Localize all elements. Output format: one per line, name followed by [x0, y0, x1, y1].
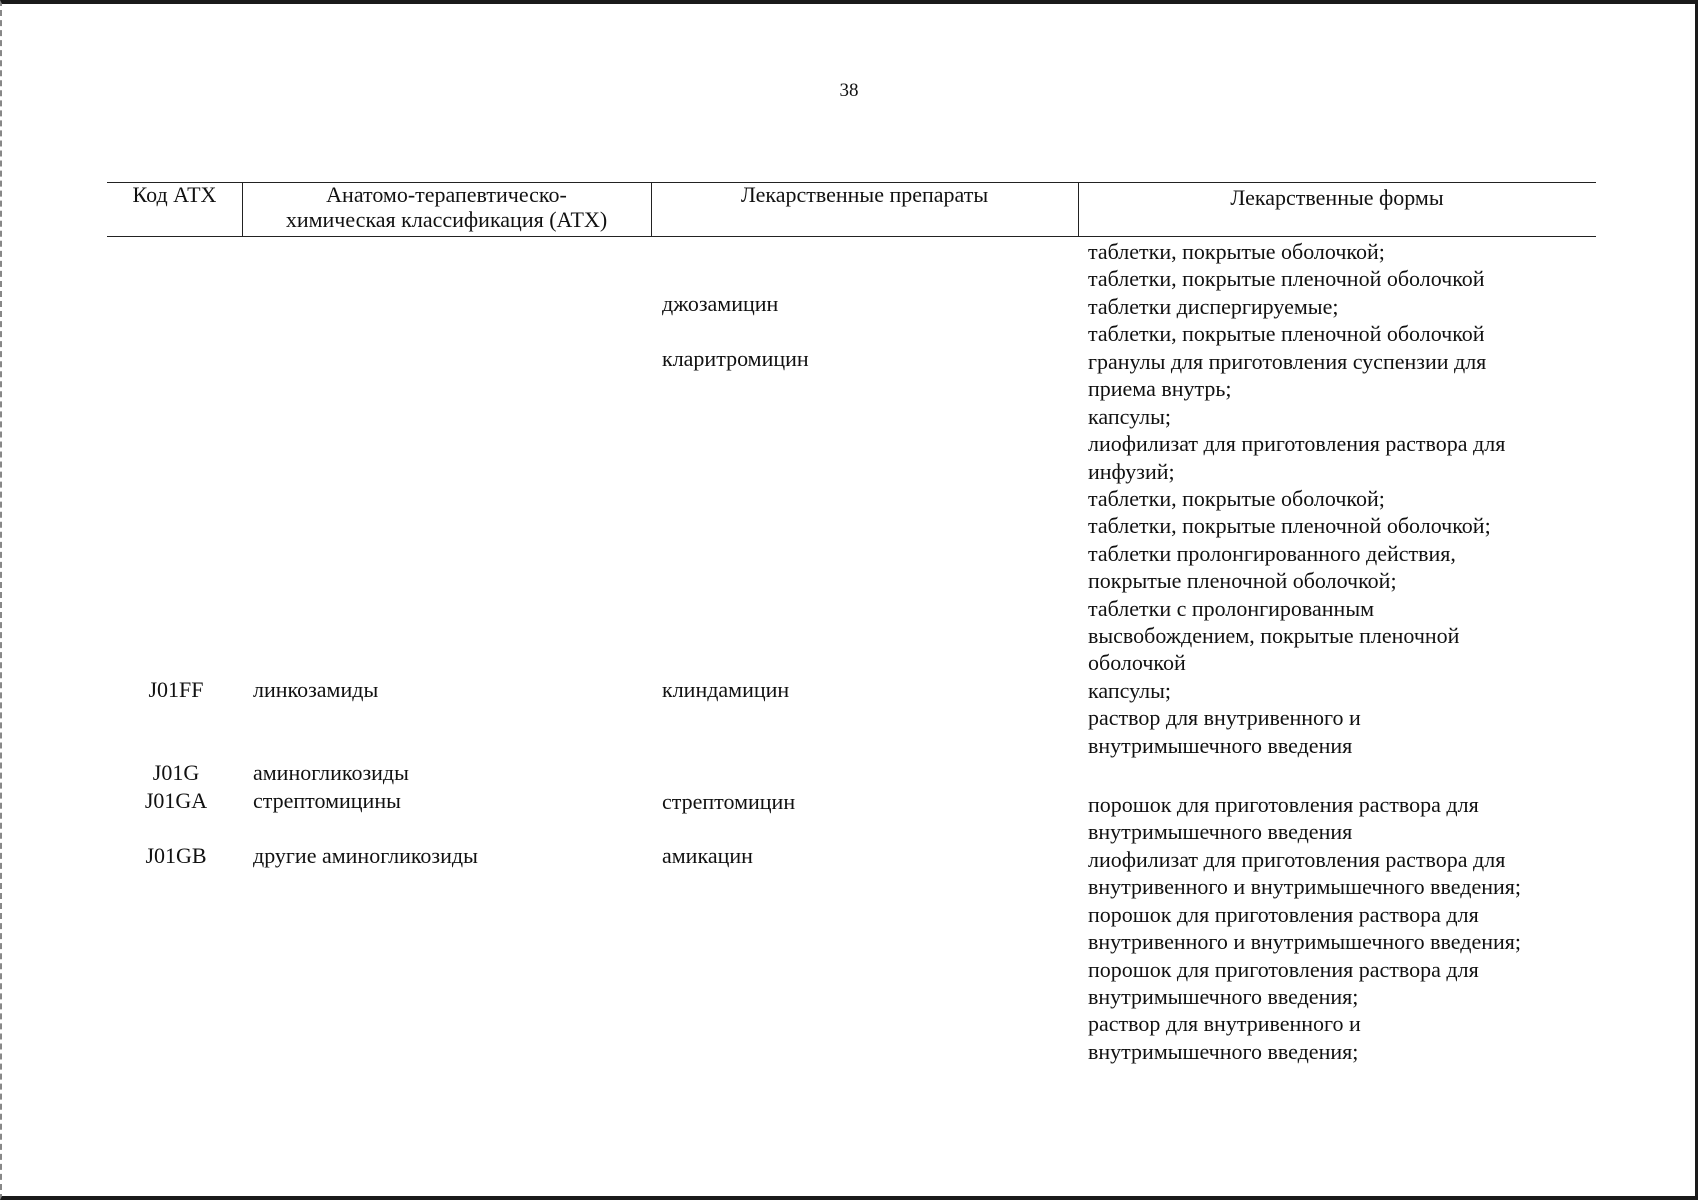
form-line: порошок для приготовления раствора для	[1088, 956, 1479, 982]
form-line: внутримышечного введения	[1088, 819, 1353, 845]
forms-cell-clarithromycin	[1088, 348, 1505, 677]
atc-code-j01ga: J01GA	[144, 788, 208, 813]
form-line: капсулы;	[1088, 403, 1171, 429]
atc-name-j01ga: стрептомицины	[253, 788, 401, 813]
form-line: таблетки с пролонгированным	[1088, 595, 1375, 621]
page-number: 38	[839, 80, 859, 101]
form-line: раствор для внутривенного и	[1088, 705, 1361, 731]
header-atc	[242, 182, 651, 232]
form-line: внутривенного и внутримышечного введения;	[1088, 929, 1521, 955]
form-line: таблетки пролонгированного действия,	[1088, 540, 1456, 566]
drug-clarithromycin: кларитромицин	[662, 346, 809, 371]
form-line: таблетки, покрытые оболочкой;	[1088, 486, 1385, 512]
form-line: лиофилизат для приготовления раствора для	[1088, 431, 1506, 457]
form-line: внутримышечного введения;	[1088, 1038, 1359, 1064]
header-code: Код АТХ	[132, 182, 217, 207]
drug-clindamycin: клиндамицин	[662, 677, 790, 702]
header-atc-line-2: химическая классификация (АТХ)	[285, 207, 608, 232]
form-line: гранулы для приготовления суспензии для	[1088, 349, 1487, 374]
atc-code-j01gb: J01GB	[145, 843, 207, 868]
atc-name-j01ff: линкозамиды	[253, 677, 379, 702]
form-line: порошок для приготовления раствора для	[1088, 901, 1479, 927]
header-forms: Лекарственные формы	[1230, 185, 1444, 210]
header-drugs: Лекарственные препараты	[740, 182, 989, 207]
form-line: приема внутрь;	[1088, 376, 1232, 402]
forms-cell-streptomycin	[1088, 791, 1479, 846]
form-line: внутримышечного введения;	[1088, 984, 1359, 1010]
atc-code-j01g: J01G	[152, 760, 200, 785]
form-line: высвобождением, покрытые пленочной	[1088, 623, 1460, 649]
form-line: порошок для приготовления раствора для	[1088, 792, 1479, 817]
form-line: таблетки, покрытые пленочной оболочкой;	[1088, 513, 1491, 539]
form-line: таблетки, покрытые пленочной оболочкой	[1088, 266, 1485, 292]
form-line: капсулы;	[1088, 678, 1171, 703]
forms-cell-amikacin	[1088, 846, 1521, 1065]
atc-name-j01gb: другие аминогликозиды	[253, 843, 478, 868]
drug-amikacin: амикацин	[662, 843, 753, 868]
form-line: лиофилизат для приготовления раствора для	[1088, 847, 1506, 872]
drug-josamycin: джозамицин	[662, 291, 779, 316]
form-line: таблетки, покрытые оболочкой;	[1088, 239, 1385, 264]
header-bottom-rule	[107, 236, 1596, 237]
form-line: инфузий;	[1088, 458, 1175, 484]
form-line: таблетки, покрытые пленочной оболочкой	[1088, 321, 1485, 347]
forms-cell-josamycin	[1088, 293, 1485, 348]
form-line: оболочкой	[1088, 650, 1186, 676]
forms-cell-continuation	[1088, 238, 1485, 293]
form-line: внутривенного и внутримышечного введения;	[1088, 874, 1521, 900]
form-line: раствор для внутривенного и	[1088, 1011, 1361, 1037]
atc-name-j01g: аминогликозиды	[253, 760, 409, 785]
form-line: покрытые пленочной оболочкой;	[1088, 568, 1397, 594]
atc-code-j01ff: J01FF	[148, 677, 204, 702]
form-line: таблетки диспергируемые;	[1088, 294, 1339, 319]
header-atc-line-1: Анатомо-терапевтическо-	[326, 182, 567, 207]
drug-streptomycin: стрептомицин	[662, 789, 796, 814]
form-line: внутримышечного введения	[1088, 732, 1353, 758]
forms-cell-clindamycin	[1088, 677, 1361, 759]
